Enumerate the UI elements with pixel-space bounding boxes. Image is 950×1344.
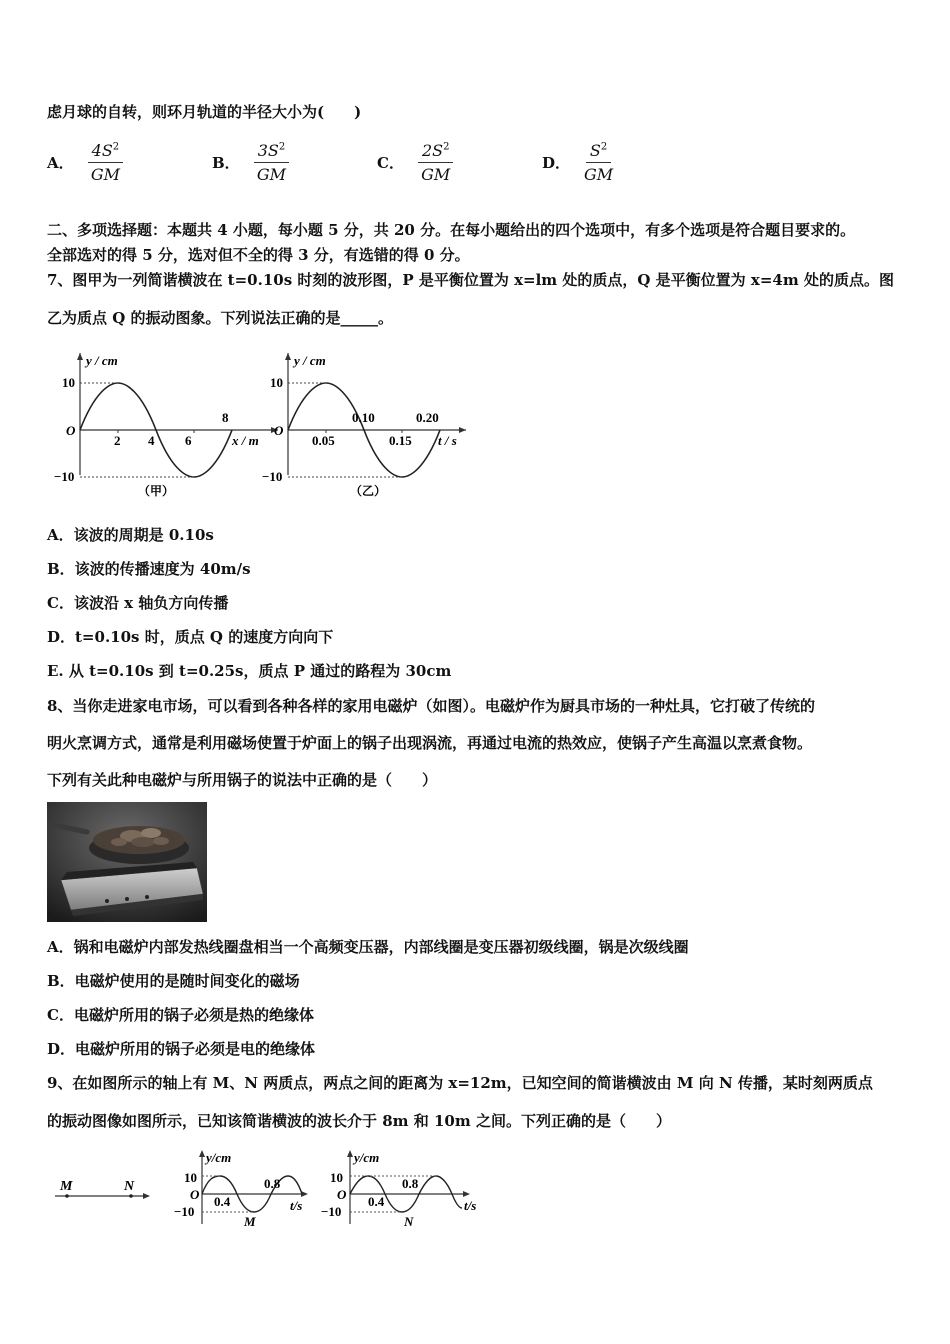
q6-stem-tail: 虑月球的自转，则环月轨道的半径大小为( ) — [47, 103, 362, 121]
y-arrow — [347, 1150, 353, 1157]
q7-option-b[interactable]: B．该波的传播速度为 40m/s — [47, 560, 251, 578]
point-n — [129, 1194, 133, 1198]
y-min-label: −10 — [174, 1204, 195, 1219]
axis-arrow — [143, 1193, 150, 1199]
t-arrow — [463, 1191, 470, 1197]
fraction: $\frac{S^2}{GM}$ — [584, 140, 614, 184]
y-label: y/cm — [354, 1150, 380, 1165]
option-label: A． — [47, 153, 74, 172]
vibration-graph-b — [262, 353, 466, 498]
q9-stem-line1: 9、在如图所示的轴上有 M、N 两质点，两点之间的距离为 x=12m，已知空间的简谐横波由 M 向 N 传播，某时刻两质点 — [47, 1074, 873, 1092]
y-min-label: −10 — [262, 469, 283, 484]
origin-label: O — [274, 423, 284, 438]
q6-option-c[interactable] — [377, 134, 453, 190]
y-label: y/cm — [206, 1150, 232, 1165]
q7-option-c[interactable]: C．该波沿 x 轴负方向传播 — [47, 594, 229, 612]
y-label: y / cm — [86, 353, 118, 368]
t2-label: 0.8 — [264, 1176, 281, 1191]
q8-option-a[interactable]: A．锅和电磁炉内部发热线圈盘相当一个高频变压器，内部线圈是变压器初级线圈，锅是次级线圈 — [47, 938, 689, 956]
tick-label: 4 — [148, 433, 155, 448]
q8-option-b[interactable]: B．电磁炉使用的是随时间变化的磁场 — [47, 972, 300, 990]
y-max-label: 10 — [184, 1170, 197, 1185]
origin-label: O — [190, 1187, 200, 1202]
tick-label: 0.05 — [312, 433, 335, 448]
tick-label: 0.20 — [416, 410, 439, 425]
q8-option-c[interactable]: C．电磁炉所用的锅子必须是热的绝缘体 — [47, 1006, 314, 1024]
vibration-graph-m — [174, 1150, 308, 1229]
fraction: $\frac{4S^2}{GM}$ — [88, 141, 124, 184]
point-label: N — [404, 1214, 414, 1229]
q8-stem-line2: 明火烹调方式，通常是利用磁场使置于炉面上的锅子出现涡流，再通过电流的热效应，使锅子产生高温以烹煮食物。 — [47, 734, 813, 752]
q7-option-e[interactable]: E. 从 t=0.10s 到 t=0.25s，质点 P 通过的路程为 30cm — [47, 662, 452, 680]
tick-label: 8 — [222, 410, 229, 425]
t1-label: 0.4 — [214, 1194, 231, 1209]
y-min-label: −10 — [54, 469, 75, 484]
t-arrow — [301, 1191, 308, 1197]
q9-stem-line2: 的振动图像如图所示，已知该简谐横波的波长介于 8m 和 10m 之间。下列正确的是（ ） — [47, 1112, 671, 1130]
fraction: $\frac{2S^2}{GM}$ — [418, 141, 454, 184]
q7-option-a[interactable]: A．该波的周期是 0.10s — [47, 526, 214, 544]
point-m — [65, 1194, 69, 1198]
caption: （甲） — [138, 484, 175, 498]
y-label: y / cm — [294, 353, 326, 368]
y-max-label: 10 — [62, 375, 75, 390]
y-max-label: 10 — [270, 375, 283, 390]
t-arrow — [459, 427, 466, 433]
point-n-label: N — [124, 1179, 135, 1194]
section-heading: 二、多项选择题：本题共 4 小题，每小题 5 分，共 20 分。在每小题给出的四个选项中，有多个选项是符合题目要求的。 — [47, 221, 856, 239]
option-label: D． — [542, 153, 571, 172]
q7-option-d[interactable]: D．t=0.10s 时，质点 Q 的速度方向向下 — [47, 628, 334, 646]
point-label: M — [244, 1214, 256, 1229]
t-label: t/s — [290, 1198, 303, 1213]
t1-label: 0.4 — [368, 1194, 385, 1209]
tick-label: 0.15 — [389, 433, 412, 448]
induction-cooker-photo — [47, 802, 207, 922]
section-scoring: 全部选对的得 5 分，选对但不全的得 3 分，有选错的得 0 分。 — [47, 246, 470, 264]
y-min-label: −10 — [321, 1204, 342, 1219]
tick-label: 6 — [185, 433, 192, 448]
t-label: t/s — [464, 1198, 477, 1213]
q6-option-b[interactable] — [212, 134, 289, 190]
y-arrow — [77, 353, 83, 360]
q8-stem-line3: 下列有关此种电磁炉与所用锅子的说法中正确的是（ ） — [47, 771, 438, 789]
origin-label: O — [337, 1187, 347, 1202]
point-m-label: M — [60, 1179, 73, 1194]
q7-figure — [40, 345, 480, 505]
q8-option-d[interactable]: D．电磁炉所用的锅子必须是电的绝缘体 — [47, 1040, 316, 1058]
q6-option-d[interactable] — [542, 134, 613, 190]
x-label: x / m — [232, 433, 259, 448]
tick-label: 0.10 — [352, 410, 375, 425]
origin-label: O — [66, 423, 76, 438]
q7-stem-line1: 7、图甲为一列简谐横波在 t=0.10s 时刻的波形图，P 是平衡位置为 x=lm 处的质点，Q 是平衡位置为 x=4m 处的质点。图 — [47, 271, 894, 289]
option-label: C． — [377, 153, 404, 172]
q6-options — [47, 134, 747, 190]
fraction: $\frac{3S^2}{GM}$ — [254, 141, 290, 184]
caption: （乙） — [350, 484, 387, 498]
vibration-graph-n — [321, 1150, 476, 1229]
q7-stem-line2: 乙为质点 Q 的振动图象。下列说法正确的是_____。 — [47, 309, 394, 327]
q8-stem-line1: 8、当你走进家电市场，可以看到各种各样的家用电磁炉（如图）。电磁炉作为厨具市场的一种灶具，它打破了传统的 — [47, 697, 815, 715]
y-max-label: 10 — [330, 1170, 343, 1185]
q6-option-a[interactable] — [47, 134, 123, 190]
mn-axis — [55, 1179, 150, 1199]
wave-graph-a — [54, 353, 278, 498]
y-arrow — [285, 353, 291, 360]
t-label: t / s — [438, 433, 457, 448]
y-arrow — [199, 1150, 205, 1157]
t2-label: 0.8 — [402, 1176, 419, 1191]
option-label: B． — [212, 153, 240, 172]
tick-label: 2 — [114, 433, 121, 448]
q9-figure — [40, 1142, 500, 1237]
